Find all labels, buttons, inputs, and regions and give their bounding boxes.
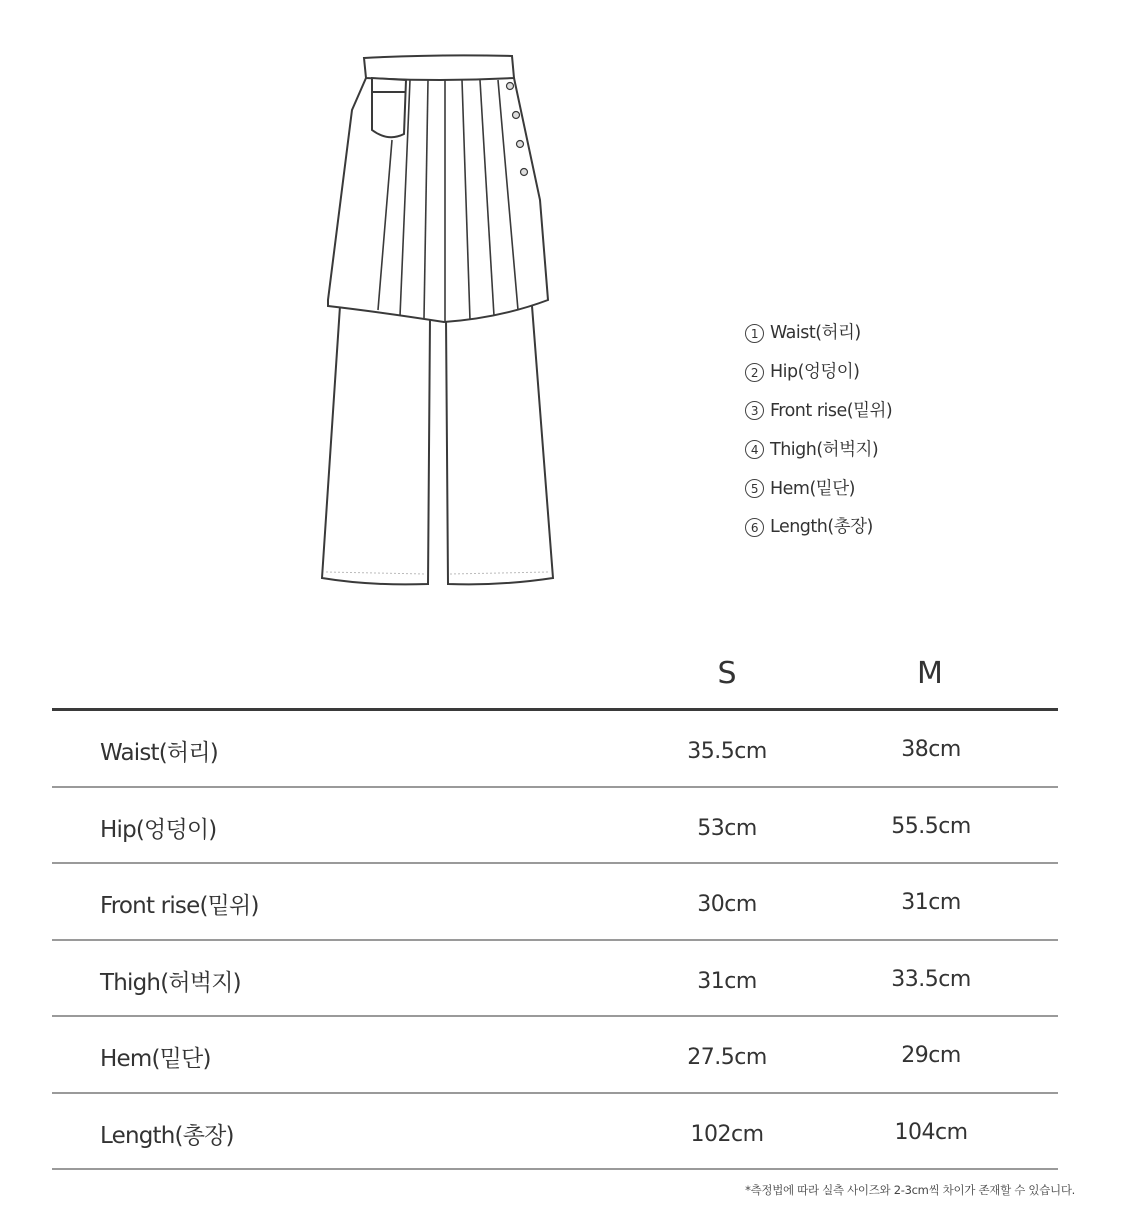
legend-item [745, 508, 892, 547]
legend-label: Hip(엉덩이) [770, 362, 860, 383]
legend-item [745, 392, 892, 431]
number-circle-icon: 3 [745, 401, 764, 420]
row-label: Front rise(밑위) [100, 893, 259, 919]
value-m: 55.5cm [891, 813, 971, 839]
legend-label: Length(총장) [770, 517, 873, 538]
legend-item [745, 353, 892, 392]
legend-item [745, 469, 892, 508]
row-label: Hip(엉덩이) [100, 816, 217, 843]
size-table [52, 650, 1058, 1170]
value-s: 35.5cm [687, 739, 767, 764]
table-row [52, 941, 1058, 1018]
value-m: 29cm [901, 1043, 961, 1068]
table-row [52, 864, 1058, 941]
skirt-pants-sketch-icon [300, 40, 580, 600]
table-row [52, 1094, 1058, 1171]
value-s: 30cm [697, 892, 757, 917]
table-row [52, 1017, 1058, 1094]
number-circle-icon: 2 [745, 363, 764, 382]
value-s: 102cm [690, 1121, 764, 1147]
legend-label: Hem(밑단) [770, 478, 855, 499]
table-header [52, 650, 1058, 711]
row-label: Hem(밑단) [100, 1046, 211, 1072]
column-header-s: S [717, 656, 737, 691]
value-m: 38cm [901, 737, 961, 762]
value-s: 31cm [697, 968, 757, 994]
legend-label: Front rise(밑위) [770, 400, 893, 421]
value-s: 53cm [697, 815, 757, 841]
number-circle-icon: 4 [745, 440, 764, 459]
value-m: 33.5cm [891, 966, 971, 992]
value-m: 104cm [894, 1119, 968, 1145]
number-circle-icon: 6 [745, 518, 764, 537]
legend-item [745, 430, 892, 469]
table-row [52, 788, 1058, 865]
legend-item [745, 314, 892, 353]
garment-illustration [300, 40, 580, 600]
row-label: Waist(허리) [100, 740, 218, 766]
row-label: Length(총장) [100, 1122, 234, 1149]
row-label: Thigh(허벅지) [100, 969, 241, 996]
value-m: 31cm [901, 890, 961, 915]
measurement-note: *측정법에 따라 실측 사이즈와 2-3cm씩 차이가 존재할 수 있습니다. [745, 1183, 1075, 1197]
value-s: 27.5cm [687, 1045, 767, 1070]
number-circle-icon: 1 [745, 324, 764, 343]
column-header-m: M [917, 656, 943, 691]
table-row [52, 711, 1058, 788]
legend-label: Waist(허리) [770, 323, 861, 344]
measurement-legend [745, 314, 892, 547]
legend-label: Thigh(허벅지) [770, 439, 879, 460]
number-circle-icon: 5 [745, 479, 764, 498]
